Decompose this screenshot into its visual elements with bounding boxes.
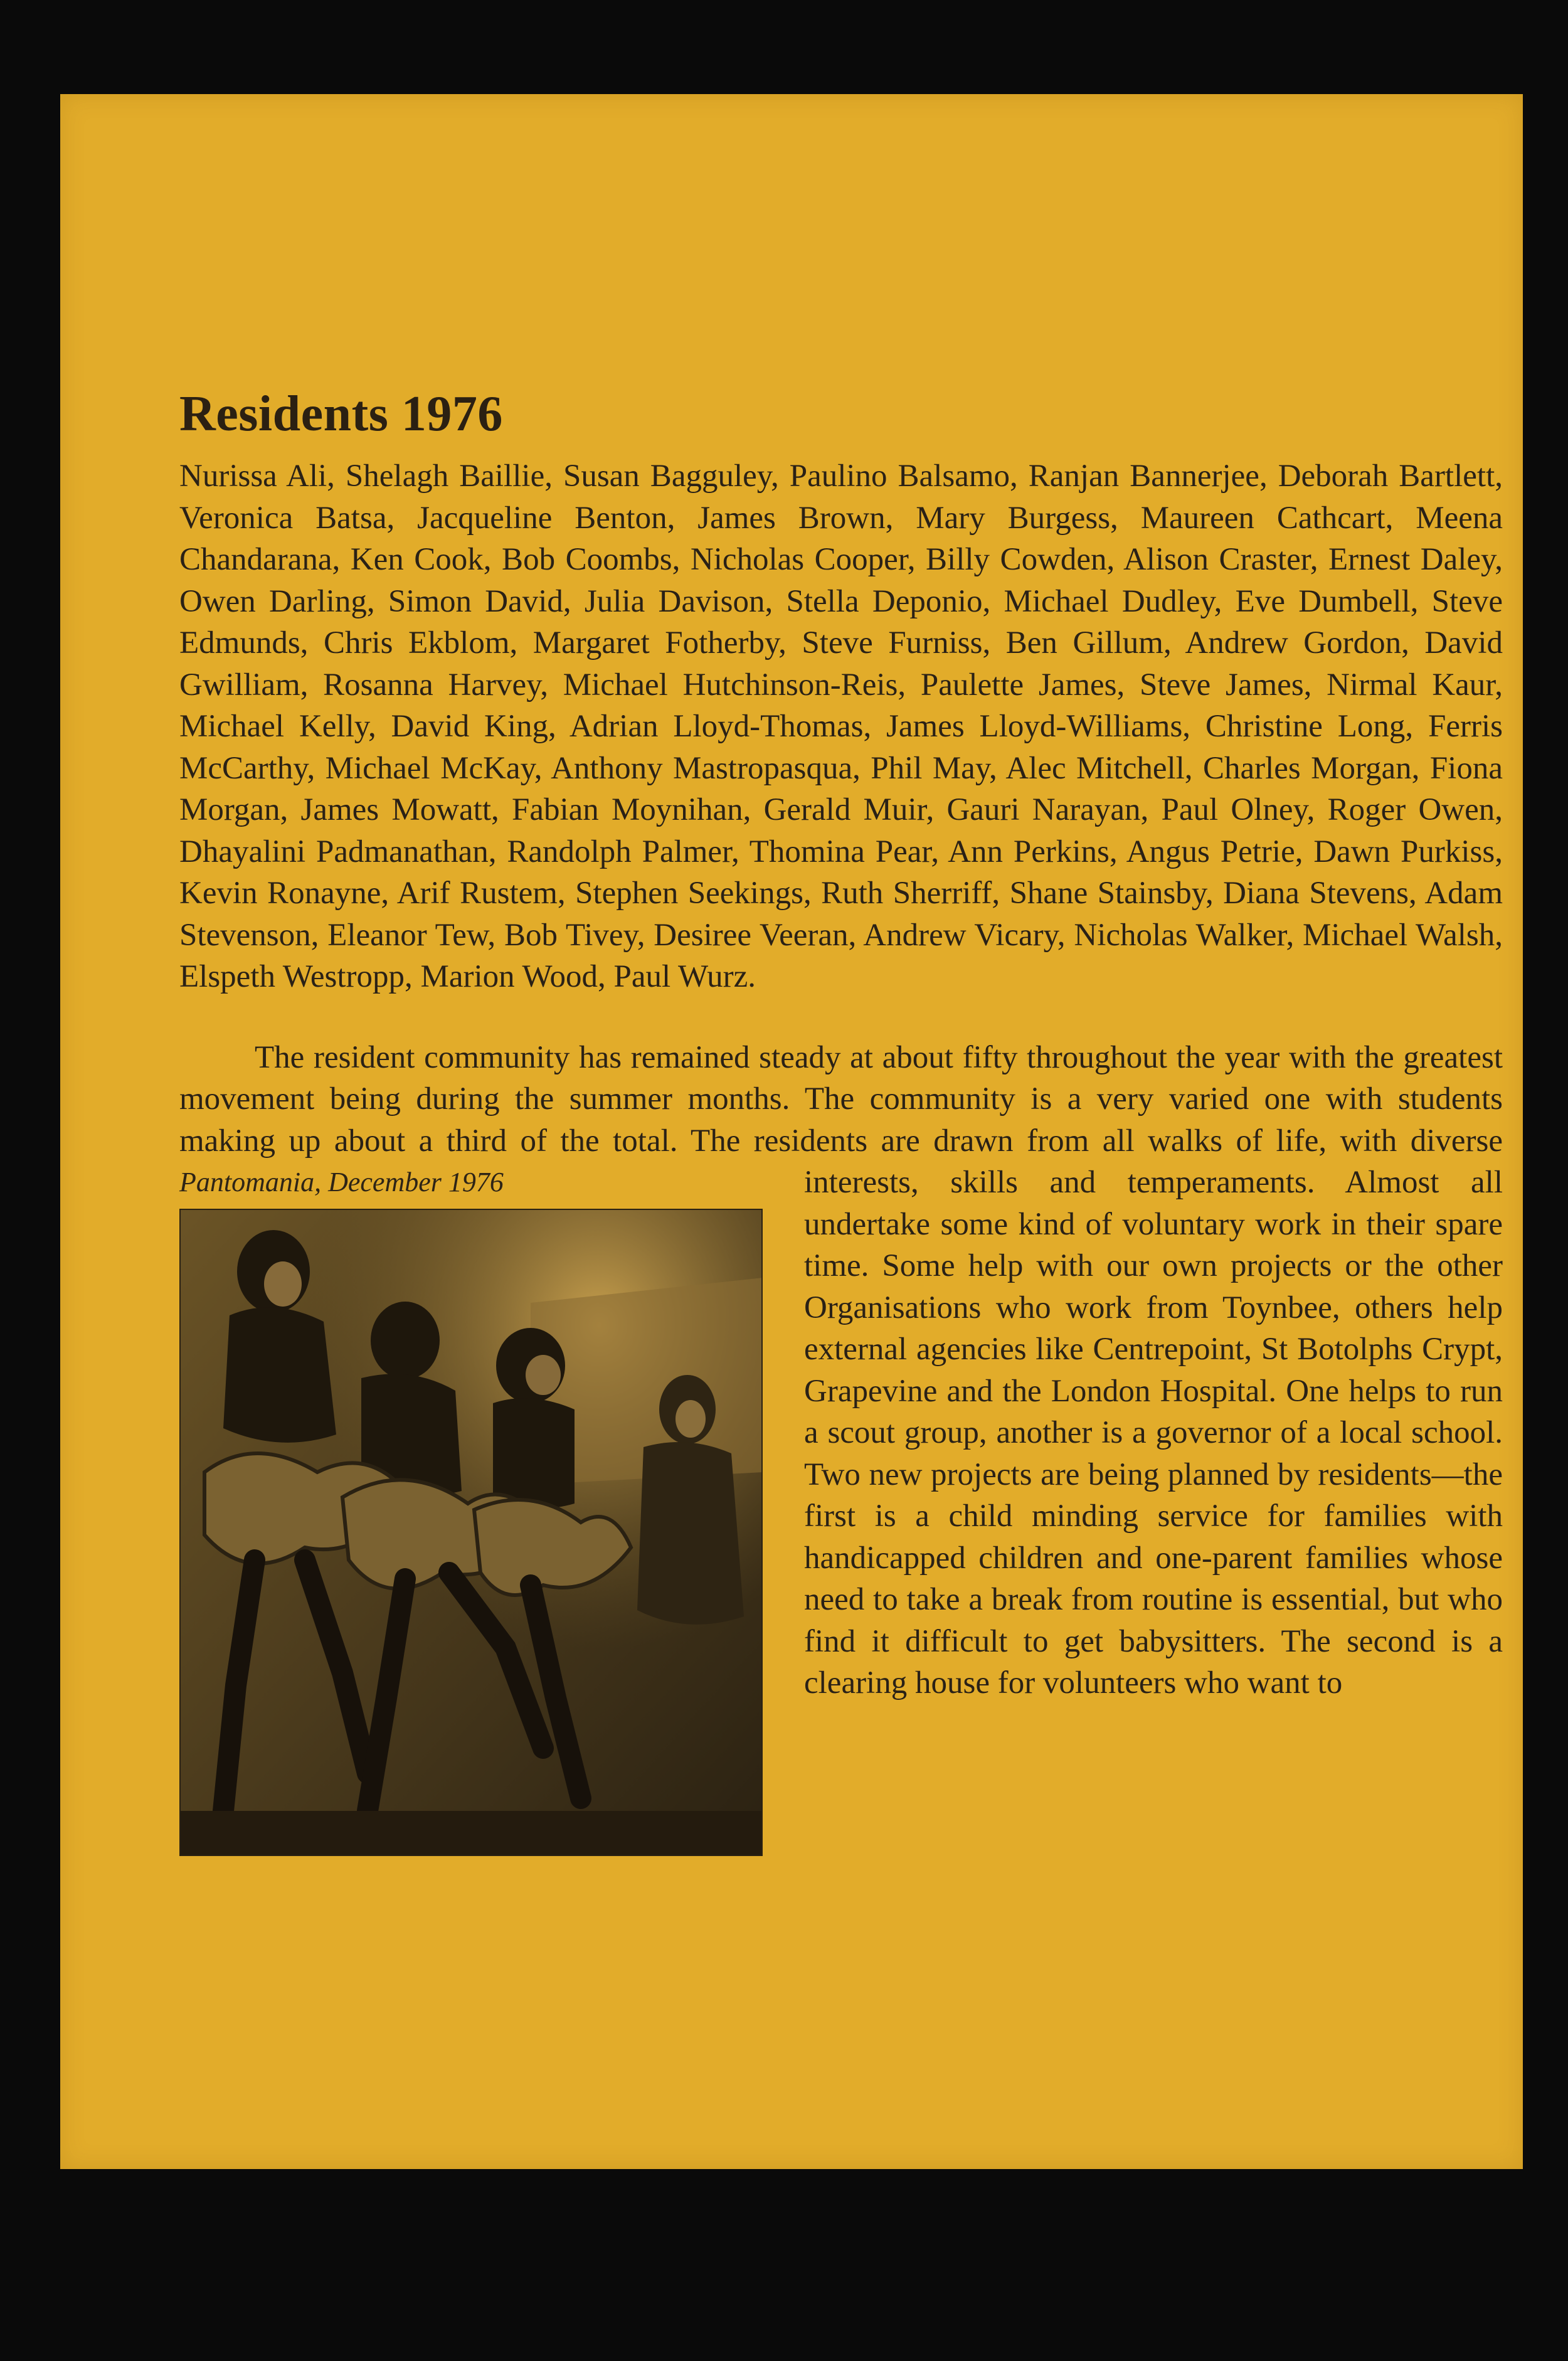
- community-paragraph: [179, 1037, 1503, 1704]
- paragraph-wrap-text: from all walks of life, with diverse interests, skills and temperaments. Almost all undertake some kind of voluntary work in their spare time. Some help with our own projects or the other Organisations who work from Toynbee, others help external agencies like Centrepoint, St Botolphs Crypt, Grapevine and the London Hospital. One helps to run a scout group, another is a governor of a local school. Two new projects are being planned by residents—the first is a child minding service for families with handicapped children and one-parent families whose need to take a break from routine is essential, but who find it difficult to get babysitters. The second is a clearing house for volunteers who want to: [804, 1123, 1503, 1700]
- page-content: [179, 386, 1503, 1856]
- photo-figure: [179, 1162, 763, 1856]
- document-page: [60, 94, 1523, 2169]
- residents-list: Nurissa Ali, Shelagh Baillie, Susan Bagguley, Paulino Balsamo, Ranjan Bannerjee, Deborah Bartlett, Veronica Batsa, Jacqueline Benton, James Brown, Mary Burgess, Maureen Cathcart, Meena Chandarana, Ken Cook, Bob Coombs, Nicholas Cooper, Billy Cowden, Alison Craster, Ernest Daley, Owen Darling, Simon David, Julia Davison, Stella Deponio, Michael Dudley, Eve Dumbell, Steve Edmunds, Chris Ekblom, Margaret Fotherby, Steve Furniss, Ben Gillum, Andrew Gordon, David Gwilliam, Rosanna Harvey, Michael Hutchinson-Reis, Paulette James, Steve James, Nirmal Kaur, Michael Kelly, David King, Adrian Lloyd-Thomas, James Lloyd-Williams, Christine Long, Ferris McCarthy, Michael McKay, Anthony Mastropasqua, Phil May, Alec Mitchell, Charles Morgan, Fiona Morgan, James Mowatt, Fabian Moynihan, Gerald Muir, Gauri Narayan, Paul Olney, Roger Owen, Dhayalini Padmanathan, Randolph Palmer, Thomina Pear, Ann Perkins, Angus Petrie, Dawn Purkiss, Kevin Ronayne, Arif Rustem, Stephen Seekings, Ruth Sherriff, Shane Stainsby, Diana Stevens, Adam Stevenson, Eleanor Tew, Bob Tivey, Desiree Veeran, Andrew Vicary, Nicholas Walker, Michael Walsh, Elspeth Westropp, Marion Wood, Paul Wurz.: [179, 459, 1503, 994]
- photo-caption: Pantomania, December 1976: [179, 1167, 504, 1197]
- paragraph-intro-text: The resident community has remained steady at about fifty throughout the year with the greatest movement being during the summer months. The community is a very varied one with students making up about a third of the total. The residents are drawn: [179, 1039, 1503, 1159]
- page-title: Residents 1976: [179, 386, 503, 442]
- pantomime-photo: [179, 1209, 763, 1856]
